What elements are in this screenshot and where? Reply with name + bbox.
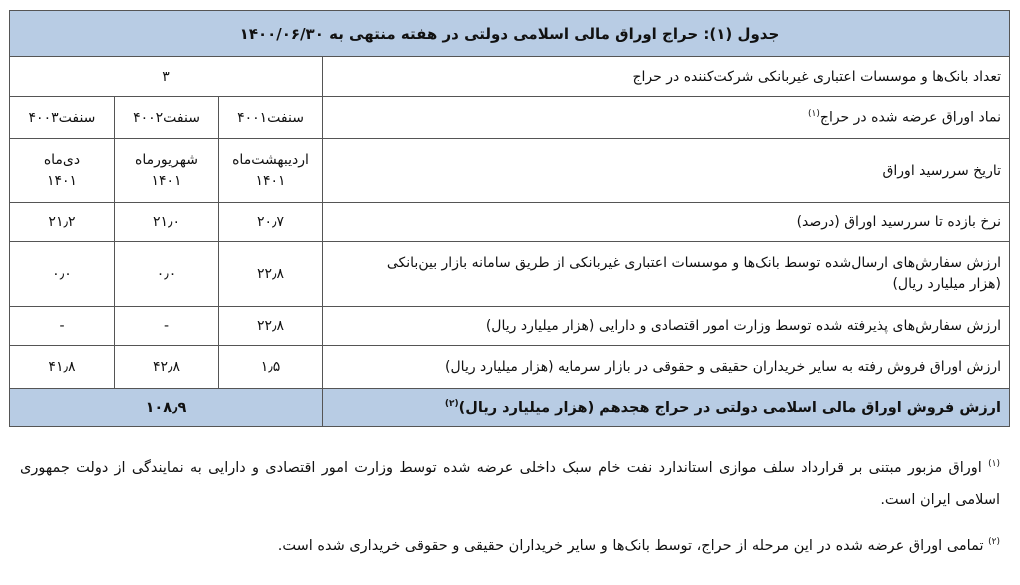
orders-sent-label: ارزش سفارش‌های ارسال‌شده توسط بانک‌ها و موسسات اعتباری غیربانکی از طریق سامانه بازار بین‌بانکی (هزار میلیارد ریال) [323,242,1010,307]
symbol-cell: سنفت۴۰۰۲ [115,97,219,139]
symbol-label: نماد اوراق عرضه شده در حراج$^{(۱)}$ [323,97,1010,139]
orders-sent-cell: ۰٫۰ [9,242,114,307]
footnote-text: تمامی اوراق عرضه شده در این مرحله از حراج، توسط بانک‌ها و سایر خریداران حقیقی و حقوقی خریداری شده است. [277,537,984,554]
table-row [9,139,1009,203]
table-row [9,57,1009,97]
sold-others-cell: ۴۲٫۸ [115,346,219,389]
footnote-ref: (۱) [988,459,1001,469]
yield-cell: ۲۱٫۲ [9,203,114,242]
auction-table [9,10,1010,427]
table-title: جدول (۱): حراج اوراق مالی اسلامی دولتی در هفته منتهی به ۱۴۰۰/۰۶/۳۰ [9,11,1009,57]
sold-others-label: ارزش اوراق فروش رفته به سایر خریداران حقیقی و حقوقی در بازار سرمایه (هزار میلیارد ریال) [323,346,1010,389]
footnote [20,448,1000,516]
maturity-cell: دی‌ماه ۱۴۰۱ [9,139,114,203]
maturity-cell: اردیبهشت‌ماه ۱۴۰۱ [219,139,323,203]
note-ref-2: (۲) [444,399,459,410]
table-title-row [9,11,1009,57]
maturity-label: تاریخ سررسید اوراق [323,139,1010,203]
orders-sent-cell: ۲۲٫۸ [219,242,323,307]
symbol-cell: سنفت۴۰۰۳ [9,97,114,139]
note-ref-1: (۱) [808,109,820,120]
table-row [9,346,1009,389]
table-row [9,307,1009,346]
footnote [20,526,1000,562]
participants-value: ۳ [9,57,322,97]
orders-accepted-cell: - [9,307,114,346]
table-row [9,203,1009,242]
sold-others-cell: ۴۱٫۸ [9,346,114,389]
yield-cell: ۲۰٫۷ [219,203,323,242]
yield-cell: ۲۱٫۰ [115,203,219,242]
total-value: ۱۰۸٫۹ [9,389,322,427]
total-row [9,389,1009,427]
sold-others-cell: ۱٫۵ [219,346,323,389]
orders-accepted-cell: ۲۲٫۸ [219,307,323,346]
footnote-text: اوراق مزبور مبتنی بر قرارداد سلف موازی استاندارد نفت خام سبک داخلی عرضه شده توسط وزارت امور اقتصادی و دارایی به نمایندگی از دولت جمهوری اسلامی ایران است. [20,459,1000,508]
total-label: ارزش فروش اوراق مالی اسلامی دولتی در حراج هجدهم (هزار میلیارد ریال)$^{(۲)}$ [323,389,1010,427]
orders-accepted-cell: - [115,307,219,346]
orders-accepted-label: ارزش سفارش‌های پذیرفته شده توسط وزارت امور اقتصادی و دارایی (هزار میلیارد ریال) [323,307,1010,346]
table-row [9,242,1009,307]
symbol-cell: سنفت۴۰۰۱ [219,97,323,139]
yield-label: نرخ بازده تا سررسید اوراق (درصد) [323,203,1010,242]
maturity-cell: شهریورماه ۱۴۰۱ [115,139,219,203]
footnote-ref: (۲) [988,536,1000,547]
table-row [9,97,1009,139]
footnotes [20,448,1000,572]
participants-label: تعداد بانک‌ها و موسسات اعتباری غیربانکی شرکت‌کننده در حراج [323,57,1010,97]
orders-sent-cell: ۰٫۰ [115,242,219,307]
auction-table-container [10,10,1010,427]
